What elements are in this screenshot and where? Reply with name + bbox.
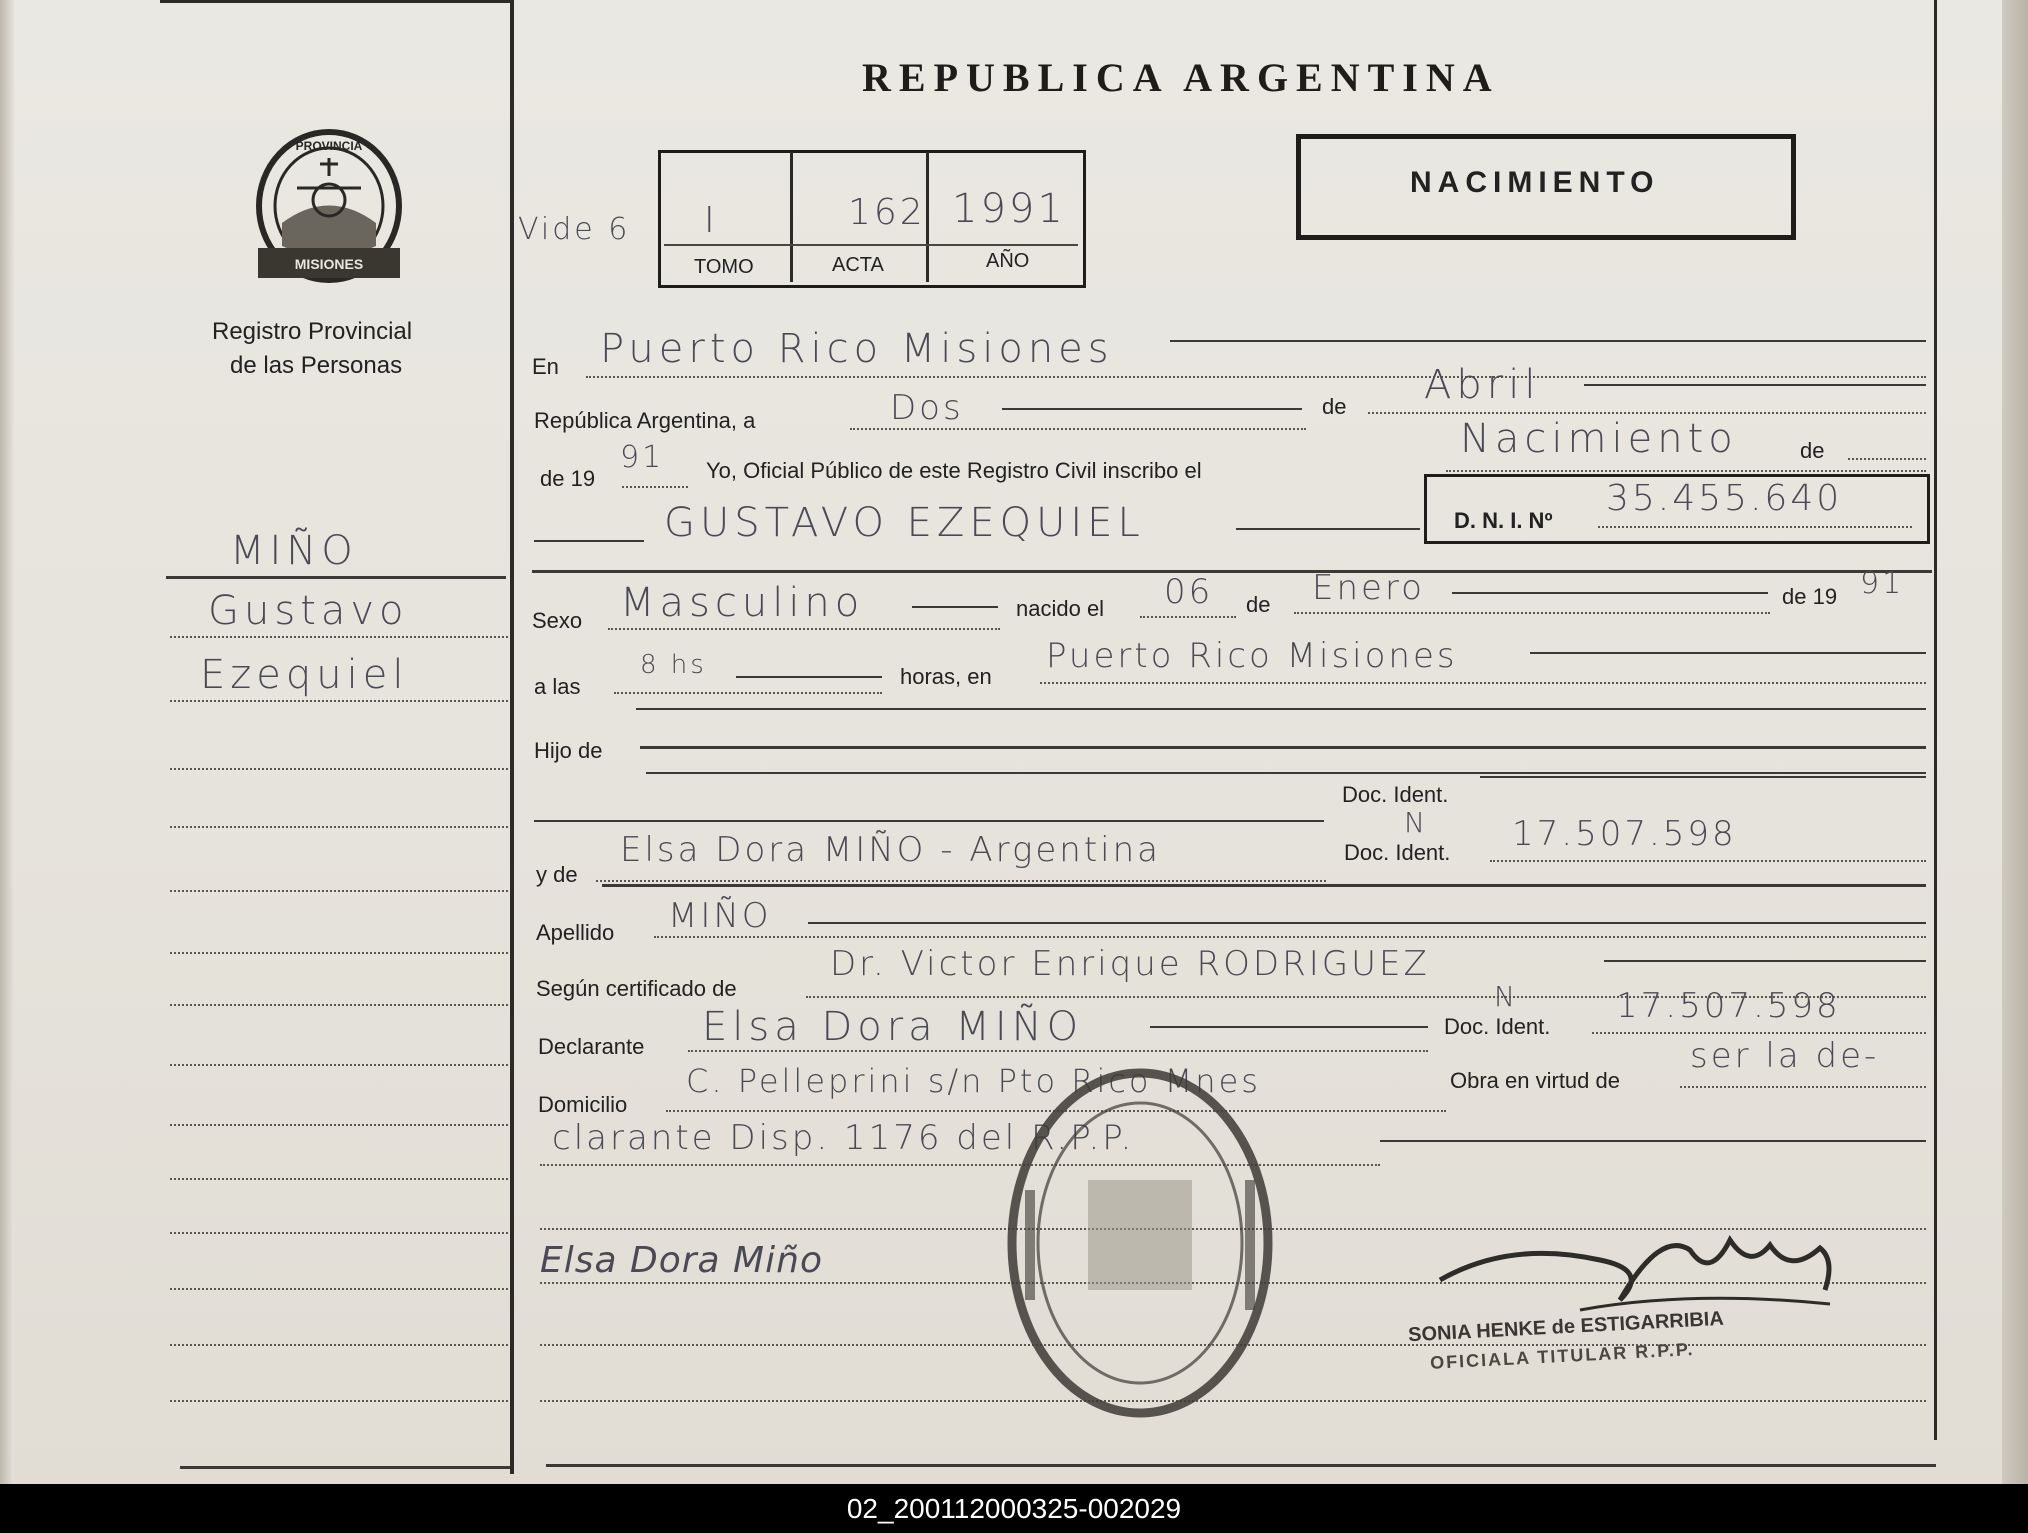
page-edge: [2002, 0, 2028, 1484]
father-rule: [640, 746, 1926, 749]
margin-dots: [170, 768, 508, 770]
margin-dots: [170, 1232, 508, 1234]
declarante-doc-dots: [1592, 1032, 1926, 1034]
ano-label: AÑO: [986, 250, 1030, 272]
horas-label: horas, en: [900, 664, 992, 689]
birth-month-rule: [1452, 592, 1768, 594]
mother-doc-label: Doc. Ident.: [1344, 840, 1451, 865]
de-dots: [1848, 458, 1926, 460]
domicilio-label: Domicilio: [538, 1092, 628, 1117]
top-left-rule: [160, 0, 510, 3]
domicilio-value: C. Pelleprini s/n Pto Rico Mnes: [686, 1062, 1261, 1100]
republica-label: República Argentina, a: [534, 408, 756, 433]
year-dots: [622, 486, 688, 488]
day-value: Dos: [890, 388, 964, 428]
column-divider: [510, 0, 514, 1474]
mother-dots: [596, 880, 1326, 882]
dni-label: D. N. I. Nº: [1454, 508, 1553, 533]
apellido-label: Apellido: [536, 920, 615, 945]
day-dots: [1140, 616, 1236, 618]
margin-dots: [170, 1344, 508, 1346]
month-value: Abril: [1424, 362, 1541, 408]
act-written: Nacimiento: [1460, 416, 1738, 462]
de-label-2: de: [1800, 438, 1825, 463]
alas-label: a las: [534, 674, 581, 699]
declarante-doc-label: Doc. Ident.: [1444, 1014, 1551, 1039]
apellido-value: MIÑO: [668, 896, 772, 936]
hour-rule: [736, 676, 882, 678]
tomo-label: TOMO: [694, 256, 754, 278]
year-prefix: de 19: [540, 466, 596, 491]
dni-dots: [1598, 526, 1912, 528]
official-title: OFICIALA TITULAR R.P.P.: [1429, 1339, 1696, 1373]
ano-value: 1991: [952, 186, 1066, 232]
mother-doc-value: 17.507.598: [1512, 814, 1737, 854]
obra-cont-rule: [1380, 1140, 1926, 1142]
birth-place-dots: [1040, 682, 1926, 684]
margin-rule-main: [166, 576, 506, 579]
margin-dots: [170, 1124, 508, 1126]
registry-name-line1: Registro Provincial: [212, 318, 413, 345]
mother-doc-dots: [1490, 860, 1926, 862]
registry-name-line2: de las Personas: [230, 352, 403, 379]
acta-label: ACTA: [832, 254, 884, 276]
declarante-value: Elsa Dora MIÑO: [702, 1004, 1084, 1050]
margin-dots: [170, 826, 508, 828]
seal-bottom-label: MISIONES: [294, 256, 364, 272]
hour-dots: [614, 692, 882, 694]
act-dots: [1446, 470, 1926, 472]
yde-label: y de: [536, 862, 578, 887]
margin-dots: [170, 1004, 508, 1006]
name-rule-2: [1236, 528, 1420, 530]
obra-cont-value: clarante Disp. 1176 del R.P.P.: [552, 1118, 1135, 1158]
place-value: Puerto Rico Misiones: [600, 326, 1114, 372]
margin-rule-bottom: [180, 1466, 510, 1469]
margin-surname: MIÑO: [230, 528, 358, 574]
tomo-value: I: [704, 200, 718, 241]
day-rule: [1002, 408, 1302, 410]
sexo-value: Masculino: [620, 580, 865, 626]
place-rule: [1170, 340, 1926, 342]
en-label: En: [532, 354, 559, 379]
birth-place: Puerto Rico Misiones: [1046, 636, 1458, 676]
yo-statement: Yo, Oficial Público de este Registro Civil inscribo el: [706, 458, 1202, 483]
de-label-3: de: [1246, 592, 1271, 617]
father-rule-2: [646, 772, 1926, 774]
margin-dots: [170, 1288, 508, 1290]
father-doc-label: Doc. Ident.: [1342, 782, 1449, 807]
full-name: GUSTAVO EZEQUIEL: [664, 500, 1145, 546]
birth-day: 06: [1164, 572, 1214, 612]
margin-dots: [170, 952, 508, 954]
margin-dots: [170, 890, 508, 892]
section-rule: [636, 708, 1926, 710]
segun-label: Según certificado de: [536, 976, 737, 1001]
birth-month: Enero: [1312, 568, 1425, 608]
margin-dots: [170, 636, 508, 638]
apellido-dots: [654, 936, 1926, 938]
month-rule: [1584, 384, 1926, 386]
birth-year-suffix: 91: [1860, 566, 1905, 601]
nacido-label: nacido el: [1016, 596, 1105, 621]
sexo-dots: [608, 628, 1000, 630]
page-shadow: [0, 0, 14, 1484]
acta-value: 162: [848, 192, 926, 233]
name-rule: [534, 540, 644, 542]
obra-label: Obra en virtud de: [1450, 1068, 1620, 1093]
reference-value-rule: [664, 244, 1078, 246]
mother-value: Elsa Dora MIÑO - Argentina: [620, 830, 1162, 870]
obra-value: ser la de-: [1690, 1036, 1880, 1076]
declarante-label: Declarante: [538, 1034, 645, 1059]
hijo-label: Hijo de: [534, 738, 603, 763]
republica-dots: [850, 428, 1306, 430]
en-dots: [586, 376, 1926, 378]
official-name: SONIA HENKE de ESTIGARRIBIA: [1407, 1307, 1725, 1347]
right-border: [1934, 0, 1937, 1440]
margin-note: Vide 6: [518, 212, 631, 247]
margin-dots: [170, 1400, 508, 1402]
birth-month-dots: [1294, 612, 1770, 614]
dni-value: 35.455.640: [1606, 478, 1843, 519]
segun-rule: [1604, 960, 1926, 962]
certificado-value: Dr. Victor Enrique RODRIGUEZ: [830, 944, 1430, 984]
margin-second-name: Ezequiel: [200, 652, 409, 698]
seal-top-label: PROVINCIA: [295, 139, 363, 153]
mother-doc-type: N: [1404, 806, 1428, 839]
birth-place-rule: [1530, 652, 1926, 654]
reference-divider: [926, 152, 929, 282]
hour-value: 8 hs: [640, 650, 707, 680]
obra-dots: [1680, 1086, 1926, 1088]
declarante-doc-type: N: [1494, 980, 1518, 1013]
margin-dots: [170, 700, 508, 702]
apellido-rule: [808, 922, 1926, 924]
declarante-rule: [1150, 1026, 1428, 1028]
country-title: REPUBLICA ARGENTINA: [862, 55, 1500, 100]
act-type-label: NACIMIENTO: [1410, 166, 1660, 199]
de-label: de: [1322, 394, 1347, 419]
scan-id-caption: 02_200112000325-002029: [0, 1484, 2028, 1533]
mother-rule: [602, 884, 1926, 887]
margin-dots: [170, 1178, 508, 1180]
bottom-rule: [546, 1464, 1936, 1467]
margin-dots: [170, 1064, 508, 1066]
father-doc-rule: [534, 820, 1324, 822]
official-stamp: [1000, 1060, 1280, 1426]
declarante-doc-value: 17.507.598: [1616, 986, 1841, 1026]
section-rule: [532, 570, 1932, 573]
margin-first-name: Gustavo: [208, 588, 409, 634]
birth-year-prefix: de 19: [1782, 584, 1838, 609]
sexo-rule: [912, 606, 998, 608]
sexo-label: Sexo: [532, 608, 583, 633]
year-suffix: 91: [620, 440, 665, 475]
provincial-seal: [252, 128, 406, 290]
month-dots: [1368, 412, 1926, 414]
declarant-signature: Elsa Dora Miño: [540, 1240, 823, 1281]
reference-divider: [790, 152, 793, 282]
father-doc-rule-2: [1480, 776, 1926, 778]
declarante-dots: [688, 1050, 1428, 1052]
